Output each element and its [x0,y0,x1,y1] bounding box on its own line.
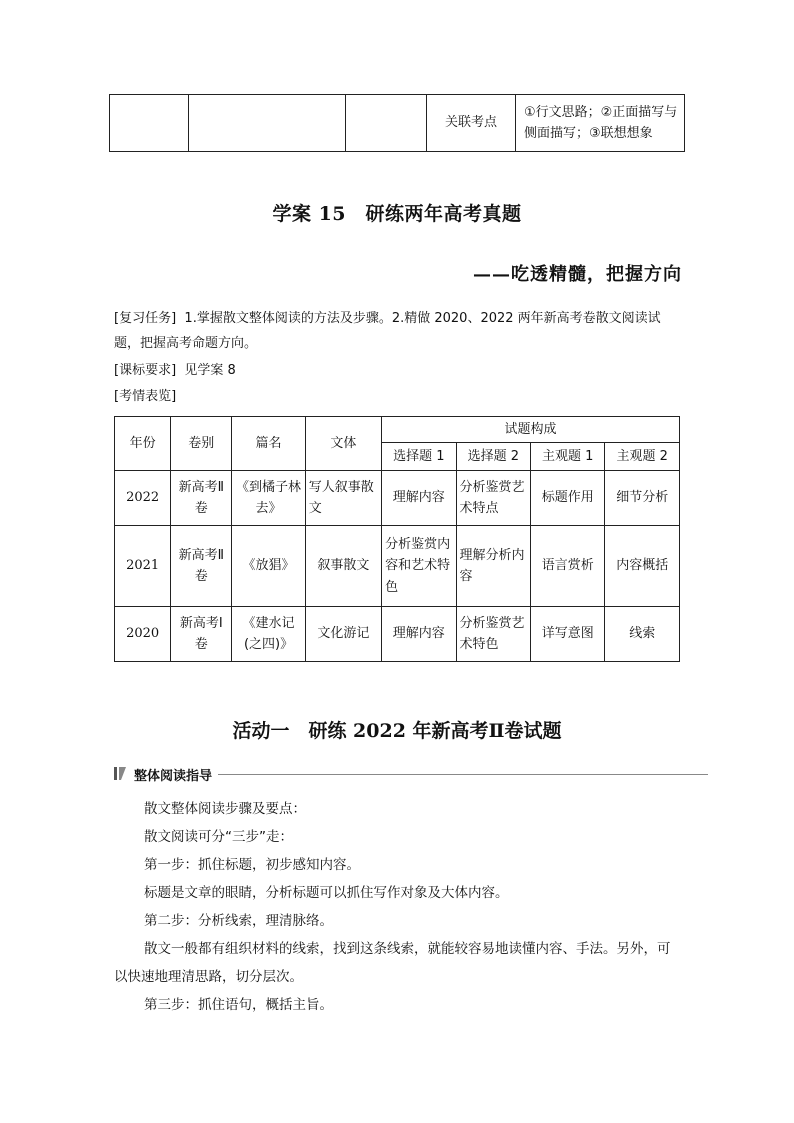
table-row [115,526,680,607]
review-task-text: 1.掌握散文整体阅读的方法及步骤。2.精做 2020、2022 两年新高考卷散文阅读试题，把握高考命题方向。 [114,311,661,351]
review-task-tag: [复习任务] [114,311,177,326]
empty-cell [346,95,427,152]
guide-line-6: 散文一般都有组织材料的线索，找到这条线索，就能较容易地读懂内容、手法。另外，可以快速地理清思路，切分层次。 [114,941,671,985]
cell-genre: 写人叙事散文 [305,471,381,526]
section-marker-icon [114,767,126,780]
header-genre: 文体 [305,417,381,471]
lesson-title: 学案 15 研练两年高考真题 [272,203,522,225]
cell-year: 2020 [115,607,171,662]
curriculum-standard-tag: [课标要求] [114,363,177,378]
exam-overview-table [114,416,680,662]
cell-q3: 详写意图 [531,607,605,662]
cell-q3: 语言赏析 [531,526,605,607]
cell-genre: 叙事散文 [305,526,381,607]
activity-title: 活动一 研练 2022 年新高考Ⅱ卷试题 [232,720,562,742]
lesson-subtitle: ——吃透精髓，把握方向 [473,264,682,285]
curriculum-standard-text: 见学案 8 [184,363,236,378]
cell-q2: 理解分析内容 [456,526,530,607]
header-q1: 选择题 1 [382,443,456,471]
table-header-row [115,417,680,443]
header-paper: 卷别 [171,417,232,471]
cell-q4: 内容概括 [605,526,680,607]
cell-paper: 新高考Ⅱ卷 [171,471,232,526]
empty-cell [110,95,189,152]
header-q2: 选择题 2 [456,443,530,471]
guide-line-2: 散文阅读可分“三步”走： [144,829,293,845]
cell-q2: 分析鉴赏艺术特点 [456,471,530,526]
cell-q2: 分析鉴赏艺术特色 [456,607,530,662]
cell-genre: 文化游记 [305,607,381,662]
guide-line-1: 散文整体阅读步骤及要点： [144,801,306,817]
cell-q1: 理解内容 [382,607,456,662]
guide-line-3: 第一步：抓住标题，初步感知内容。 [144,857,360,873]
empty-cell [189,95,346,152]
header-year: 年份 [115,417,171,471]
review-task [114,306,680,356]
overview-tag: [考情表览] [114,389,177,404]
header-article: 篇名 [232,417,305,471]
table-row [115,471,680,526]
cell-paper: 新高考Ⅱ卷 [171,526,232,607]
cell-year: 2021 [115,526,171,607]
guide-label: 整体阅读指导 [134,769,213,784]
cell-year: 2022 [115,471,171,526]
cell-paper: 新高考Ⅰ卷 [171,607,232,662]
related-point-label: 关联考点 [427,95,516,152]
guide-header [114,765,680,783]
header-q4: 主观题 2 [605,443,680,471]
guide-line-7: 第三步：抓住语句，概括主旨。 [144,997,333,1013]
related-point-value: ①行文思路；②正面描写与侧面描写；③联想想象 [516,95,685,152]
guide-line-4: 标题是文章的眼睛，分析标题可以抓住写作对象及大体内容。 [144,885,509,901]
header-composition: 试题构成 [382,417,680,443]
cell-article: 《放猖》 [232,526,305,607]
divider [218,774,708,775]
cell-q1: 分析鉴赏内容和艺术特色 [382,526,456,607]
cell-article: 《到橘子林去》 [232,471,305,526]
table-row [115,607,680,662]
curriculum-standard [114,358,680,383]
header-q3: 主观题 1 [531,443,605,471]
cell-article: 《建水记(之四)》 [232,607,305,662]
cell-q4: 线索 [605,607,680,662]
cell-q3: 标题作用 [531,471,605,526]
table-row [110,95,685,152]
top-table [109,94,685,152]
cell-q1: 理解内容 [382,471,456,526]
guide-line-5: 第二步：分析线索，理清脉络。 [144,913,333,929]
cell-q4: 细节分析 [605,471,680,526]
